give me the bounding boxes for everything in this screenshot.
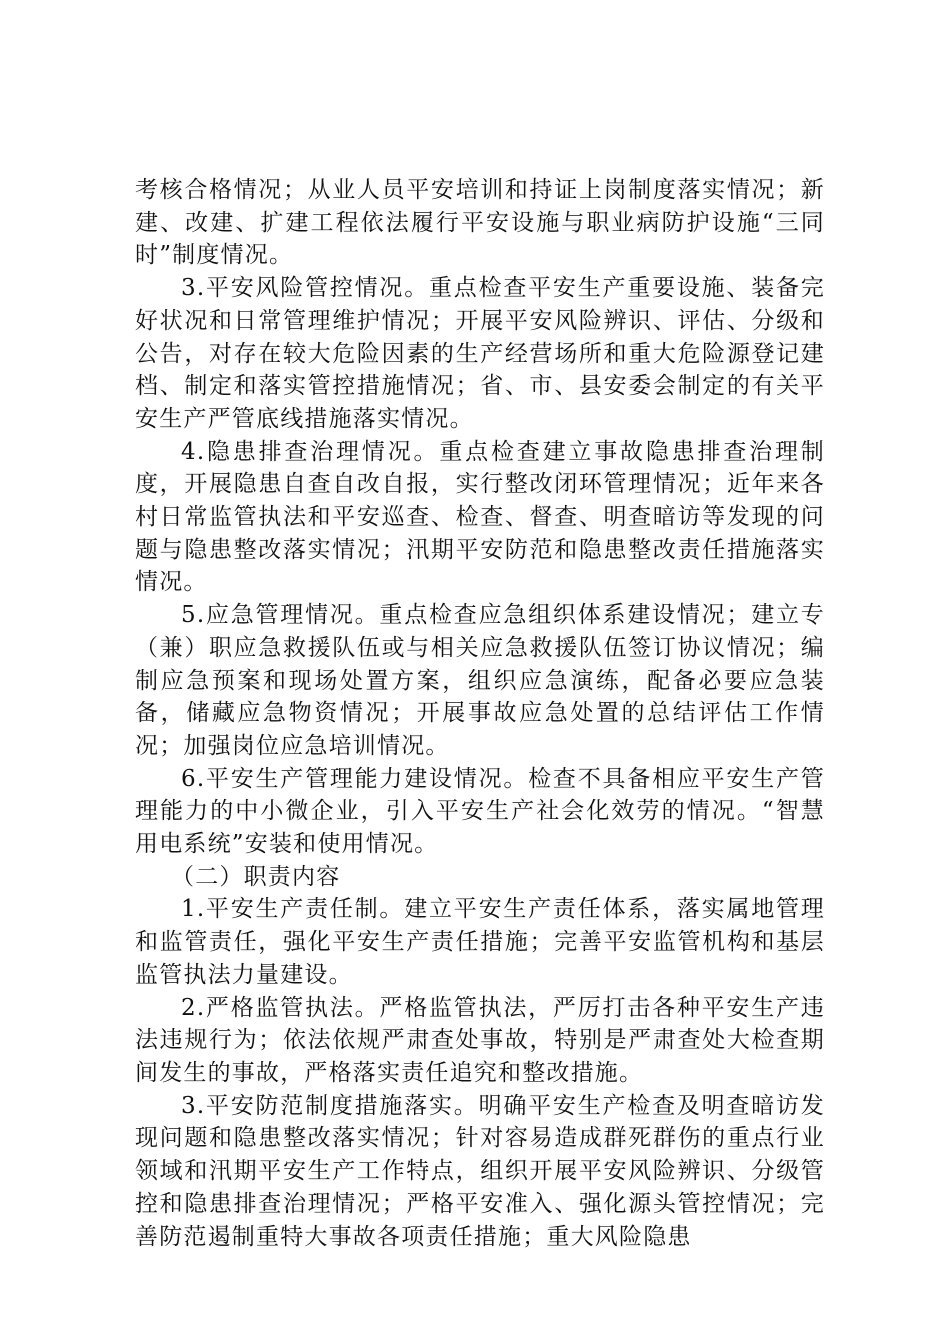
paragraph-strict-enforcement: 2.严格监管执法。严格监管执法，严厉打击各种平安生产违法违规行为；依法依规严肃查处事故，特别是严肃查处大检查期间发生的事故，严格落实责任追究和整改措施。	[135, 994, 825, 1086]
section-heading-duties: （二）职责内容	[171, 863, 341, 890]
paragraph-hazard-investigation: 4.隐患排查治理情况。重点检查建立事故隐患排查治理制度，开展隐患自查自改自报，实行整改闭环管理情况；近年来各村日常监管执法和平安巡查、检查、督查、明查暗访等发现的问题与隐患整改落实情况；汛期平安防范和隐患整改责任措施落实情况。	[135, 438, 825, 596]
paragraph-emergency-management: 5.应急管理情况。重点检查应急组织体系建设情况；建立专（兼）职应急救援队伍或与相关应急救援队伍签订协议情况；编制应急预案和现场处置方案，组织应急演练，配备必要应急装备，储藏应急物资情况；开展事故应急处置的总结评估工作情况；加强岗位应急培训情况。	[135, 602, 825, 759]
paragraph-prevention-measures: 3.平安防范制度措施落实。明确平安生产检查及明查暗访发现问题和隐患整改落实情况；针对容易造成群死群伤的重点行业领域和汛期平安生产工作特点，组织开展平安风险辨识、分级管控和隐患排查治理情况；严格平安准入、强化源头管控情况；完善防范遏制重特大事故各项责任措施；重大风险隐患	[135, 1092, 825, 1250]
document-body	[135, 174, 825, 1253]
paragraph-capability-building: 6.平安生产管理能力建设情况。检查不具备相应平安生产管理能力的中小微企业，引入平安生产社会化效劳的情况。“智慧用电系统”安装和使用情况。	[135, 765, 825, 858]
paragraph-continuation: 考核合格情况；从业人员平安培训和持证上岗制度落实情况；新建、改建、扩建工程依法履行平安设施与职业病防护设施“三同时”制度情况。	[135, 177, 825, 269]
paragraph-responsibility-system: 1.平安生产责任制。建立平安生产责任体系，落实属地管理和监管责任，强化平安生产责任措施；完善平安监管机构和基层监管执法力量建设。	[135, 896, 825, 988]
paragraph-risk-control: 3.平安风险管控情况。重点检查平安生产重要设施、装备完好状况和日常管理维护情况；开展平安风险辨识、评估、分级和公告，对存在较大危险因素的生产经营场所和重大危险源登记建档、制定和落实管控措施情况；省、市、县安委会制定的有关平安生产严管底线措施落实情况。	[135, 275, 825, 432]
